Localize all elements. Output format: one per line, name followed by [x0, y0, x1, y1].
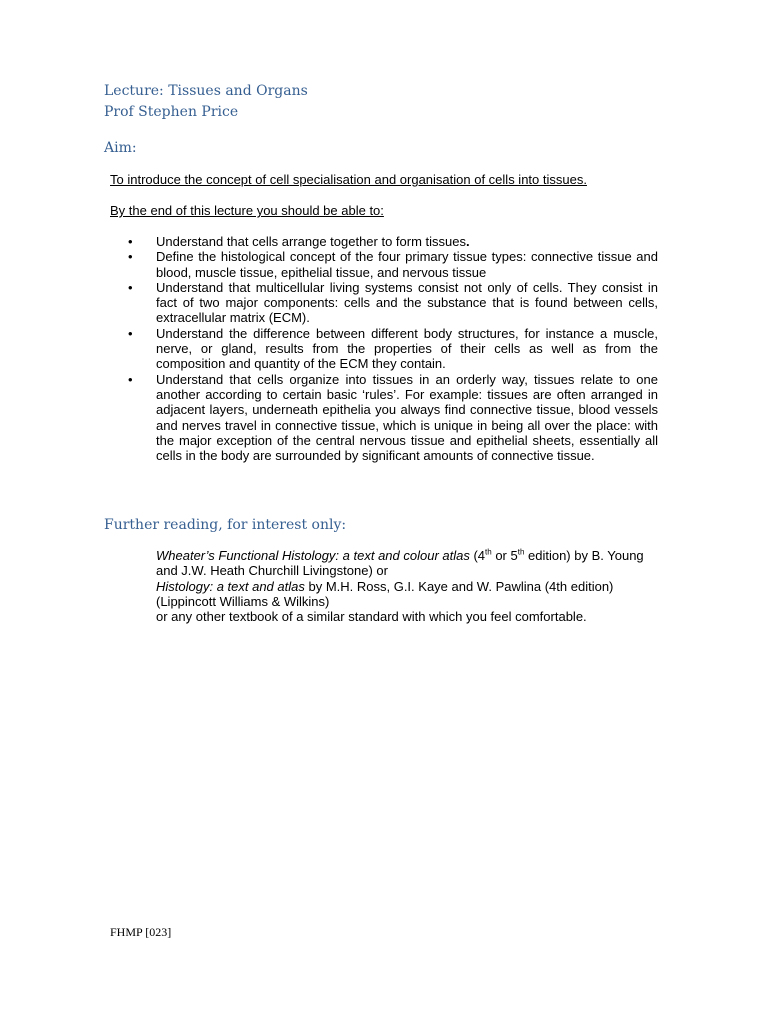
- reading-entry-2: [156, 579, 661, 610]
- aim-intro: To introduce the concept of cell specialisation and organisation of cells into tissues.: [110, 172, 587, 187]
- learning-outcomes-list: [126, 234, 658, 463]
- list-item: [126, 234, 658, 249]
- further-reading-heading: Further reading, for interest only:: [104, 517, 347, 533]
- bullet-icon: •: [128, 325, 133, 341]
- outcome-text: Understand that cells arrange together to form tissues: [156, 234, 466, 249]
- book-publisher-text: edition) by B. Young and J.W. Heath Churchill Livingstone) or: [156, 548, 644, 579]
- reading-entry-1: [156, 548, 661, 579]
- book-edition-text: or 5: [491, 548, 518, 563]
- book-edition-text: (4: [469, 548, 486, 563]
- bullet-icon: •: [128, 249, 133, 265]
- list-item: [126, 280, 658, 326]
- superscript: th: [517, 547, 525, 557]
- book-title: Wheater’s Functional Histology: a text and colour atlas: [156, 548, 470, 563]
- outcome-text: Understand that multicellular living systems consist not only of cells. They consist in fact of two major components: cells and the substance that is found between cells, extracellular matrix (ECM).: [156, 279, 658, 326]
- further-reading-list: [156, 548, 661, 624]
- outcome-text: Define the histological concept of the four primary tissue types: connective tissue and blood, muscle tissue, epithelial tissue, and nervous tissue: [156, 249, 658, 280]
- bullet-icon: •: [128, 371, 133, 387]
- bullet-icon: •: [128, 279, 133, 295]
- list-item: [126, 326, 658, 372]
- outcome-text: Understand that cells organize into tissues in an orderly way, tissues relate to one another according to certain basic ‘rules’. For example: tissues are often arranged in adjacent layers, underneath epithelia you always find connective tissue, blood vessels and nerves travel in connective tissue, which is unique in being all over the place: with the major exception of the central nervous tissue and epithelial sheets, essentially all cells in the body are surrounded by significant amounts of connective tissue.: [156, 371, 658, 464]
- list-item: [126, 249, 658, 280]
- book-title: Histology: a text and atlas: [156, 578, 305, 594]
- outcomes-intro: By the end of this lecture you should be able to:: [110, 203, 384, 218]
- bullet-icon: •: [128, 234, 133, 249]
- reading-closing: or any other textbook of a similar standard with which you feel comfortable.: [156, 609, 587, 625]
- footer-code: FHMP [023]: [110, 925, 172, 939]
- list-item: [126, 372, 658, 464]
- superscript: th: [485, 547, 492, 557]
- outcome-text: Understand the difference between different body structures, for instance a muscle, nerve, or gland, results from the properties of their cells as well as from the composition and quantity of the ECM they contain.: [156, 325, 658, 372]
- lecture-title: Lecture: Tissues and Organs: [104, 83, 308, 99]
- book-publisher-text: by M.H. Ross, G.I. Kaye and W. Pawlina (4th edition) (Lippincott Williams & Wilkins): [156, 578, 614, 609]
- aim-heading: Aim:: [104, 140, 137, 156]
- outcome-period: .: [466, 234, 470, 249]
- lecturer-name: Prof Stephen Price: [104, 104, 239, 120]
